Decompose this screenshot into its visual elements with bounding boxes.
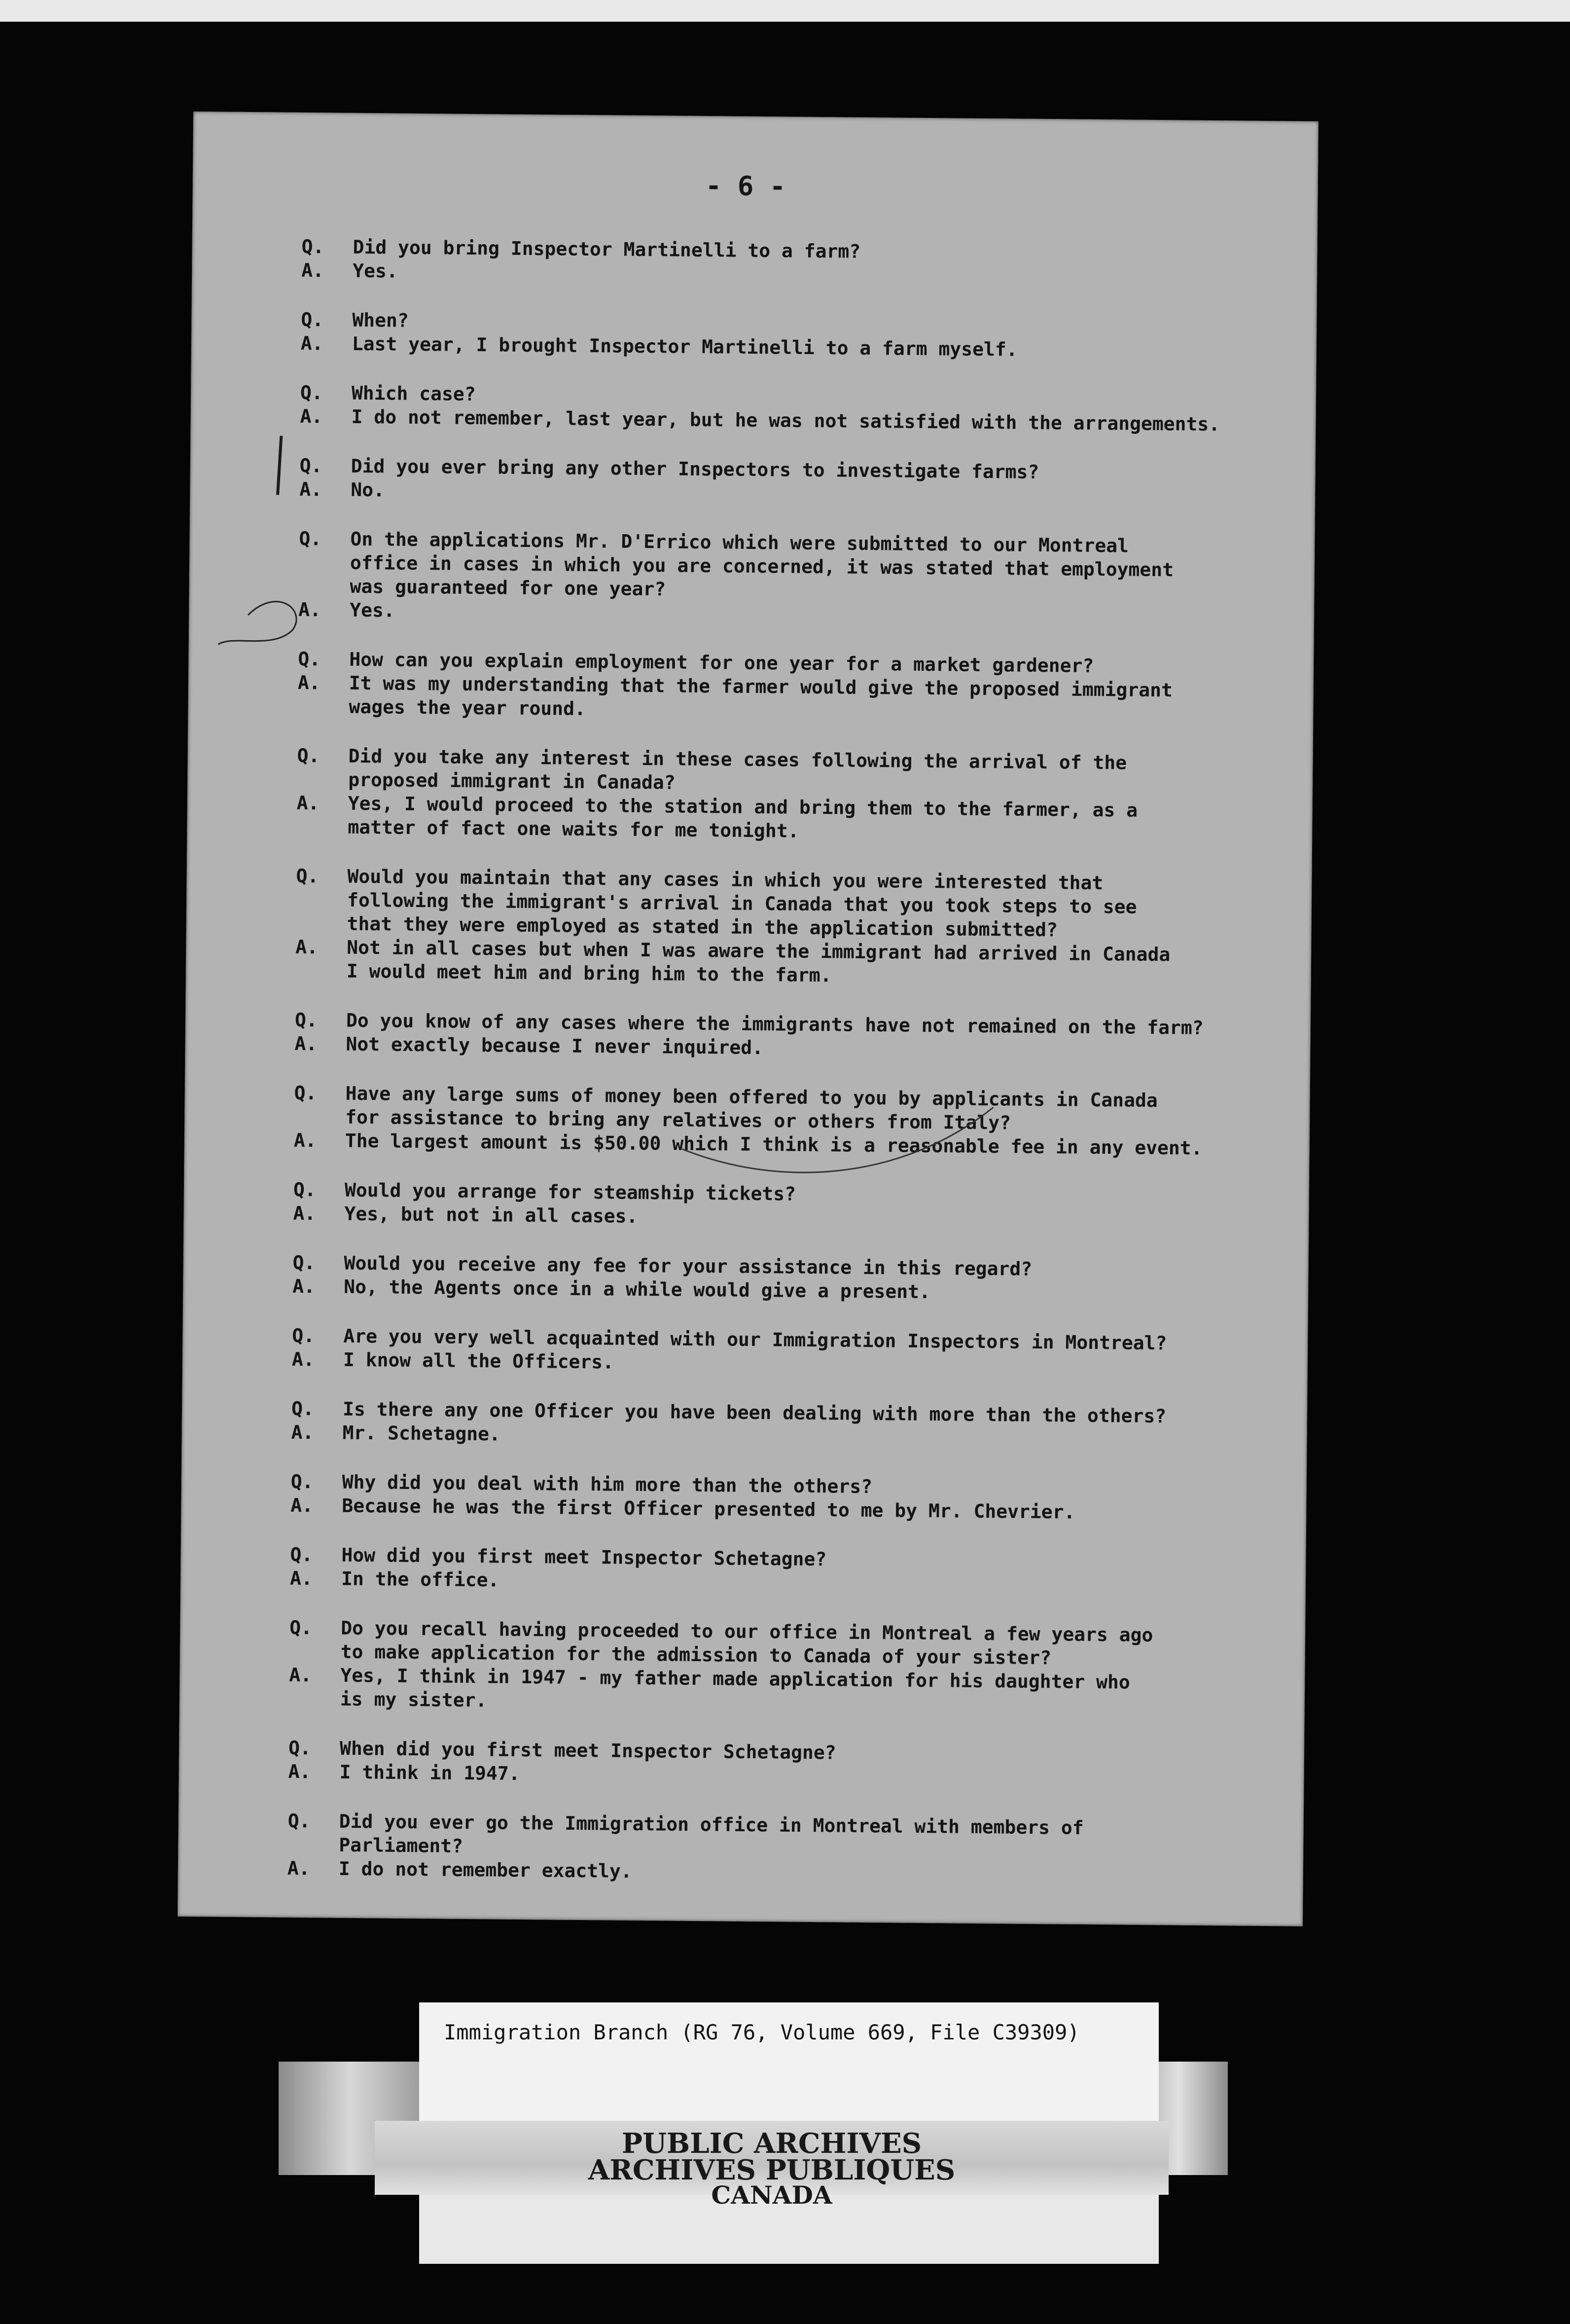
answer-text-line: Because he was the first Officer presented to me by Mr. Chevrier. — [342, 1494, 1075, 1523]
answer-text-line: In the office. — [341, 1567, 500, 1591]
answer-text-line: matter of fact one waits for me tonight. — [348, 816, 799, 842]
archive-label-text: Immigration Branch (RG 76, Volume 669, File C39309) — [444, 2020, 1080, 2044]
question-text-line: that they were employed as stated in the application submitted? — [347, 912, 1058, 941]
question-marker: Q. — [298, 648, 321, 670]
answer-text-line: I think in 1947. — [339, 1761, 520, 1784]
margin-mark — [276, 436, 283, 495]
answer-marker: A. — [290, 1494, 314, 1517]
question-text-line: How can you explain employment for one year for a market gardener? — [349, 648, 1094, 677]
question-text-line: Do you know of any cases where the immigrants have not remained on the farm? — [346, 1009, 1204, 1039]
answer-marker: A. — [293, 1129, 317, 1152]
question-marker: Q. — [300, 381, 323, 404]
answer-marker: A. — [287, 1857, 310, 1880]
answer-marker: A. — [294, 1032, 318, 1055]
question-text-line: Did you take any interest in these cases following the arrival of the — [348, 745, 1127, 774]
question-text-line: proposed immigrant in Canada? — [348, 768, 676, 794]
answer-text-line: It was my understanding that the farmer would give the proposed immigrant — [349, 672, 1173, 701]
question-text-line: was guaranteed for one year? — [350, 575, 666, 600]
answer-text-line: I know all the Officers. — [343, 1348, 614, 1373]
question-marker: Q. — [290, 1470, 314, 1493]
question-text-line: to make application for the admission to Canada of your sister? — [340, 1640, 1052, 1669]
answer-marker: A. — [291, 1348, 315, 1371]
question-text-line: Are you very well acquainted with our Immigration Inspectors in Montreal? — [343, 1325, 1167, 1354]
question-marker: Q. — [293, 1178, 316, 1201]
question-marker: Q. — [294, 1009, 318, 1031]
answer-marker: A. — [292, 1275, 316, 1298]
answer-text-line: wages the year round. — [349, 695, 586, 720]
answer-text-line: I do not remember, last year, but he was not satisfied with the arrangements. — [351, 405, 1220, 436]
stamp-line-2: ARCHIVES PUBLIQUES — [588, 2154, 956, 2186]
answer-text-line: is my sister. — [340, 1688, 487, 1711]
question-text-line: Did you ever bring any other Inspectors to investigate farms? — [351, 455, 1039, 483]
question-text-line: for assistance to bring any relatives or others from Italy? — [345, 1106, 1011, 1134]
question-text-line: Do you recall having proceeded to our office in Montreal a few years ago — [340, 1617, 1153, 1646]
answer-text-line: No. — [351, 478, 385, 501]
question-text-line: following the immigrant's arrival in Canada that you took steps to see — [347, 889, 1137, 918]
question-text-line: Parliament? — [339, 1834, 464, 1857]
question-text-line: Would you arrange for steamship tickets? — [344, 1179, 796, 1205]
answer-marker: A. — [298, 598, 321, 621]
answer-text-line: I would meet him and bring him to the farm. — [346, 960, 832, 986]
question-text-line: Why did you deal with him more than the others? — [342, 1471, 873, 1498]
answer-text-line: Mr. Schetagne. — [342, 1421, 501, 1445]
answer-text-line: I do not remember exactly. — [338, 1857, 632, 1882]
stamp-line-3: CANADA — [711, 2180, 832, 2210]
answer-text-line: Yes, but not in all cases. — [344, 1202, 638, 1227]
answer-marker: A. — [288, 1760, 311, 1783]
question-text-line: How did you first meet Inspector Schetagne? — [341, 1544, 827, 1570]
question-marker: Q. — [292, 1251, 316, 1274]
question-marker: Q. — [289, 1616, 313, 1639]
qa-transcript — [193, 111, 1319, 1882]
answer-text-line: Yes, I would proceed to the station and bring them to the farmer, as a — [348, 792, 1138, 821]
question-text-line: When? — [352, 309, 409, 331]
question-text-line: Which case? — [351, 382, 476, 405]
answer-marker: A. — [289, 1664, 312, 1686]
answer-marker: A. — [296, 792, 320, 814]
question-marker: Q. — [297, 744, 320, 767]
page-number: - 6 - — [705, 170, 786, 202]
answer-marker: A. — [297, 671, 321, 694]
question-marker: Q. — [288, 1737, 312, 1759]
answer-marker: A. — [299, 478, 322, 501]
answer-text-line: The largest amount is $50.00 which I think is a reasonable fee in any event. — [345, 1129, 1203, 1159]
stamp-line-1: PUBLIC ARCHIVES — [621, 2127, 922, 2160]
question-marker: Q. — [296, 865, 319, 887]
question-marker: Q. — [294, 1082, 317, 1104]
answer-marker: A. — [293, 1202, 316, 1225]
film-edge — [0, 0, 1570, 22]
archives-stamp — [375, 2121, 1169, 2210]
question-marker: Q. — [301, 308, 324, 331]
question-text-line: Did you bring Inspector Martinelli to a farm? — [353, 236, 861, 262]
question-marker: Q. — [299, 527, 322, 550]
answer-text-line: Yes. — [353, 259, 398, 282]
question-text-line: When did you first meet Inspector Schetagne? — [339, 1737, 836, 1764]
answer-marker: A. — [289, 1567, 313, 1590]
question-text-line: On the applications Mr. D'Errico which were submitted to our Montreal — [350, 528, 1129, 557]
question-text-line: Have any large sums of money been offered to you by applicants in Canada — [345, 1082, 1158, 1112]
question-text-line: Is there any one Officer you have been dealing with more than the others? — [342, 1398, 1167, 1427]
question-text-line: Did you ever go the Immigration office in Montreal with members of — [339, 1810, 1084, 1839]
answer-marker: A. — [300, 405, 323, 428]
question-marker: Q. — [291, 1397, 315, 1420]
document-page — [178, 111, 1319, 1926]
answer-text-line: Not in all cases but when I was aware the immigrant had arrived in Canada — [347, 936, 1171, 966]
answer-text-line: Yes, I think in 1947 - my father made application for his daughter who — [340, 1664, 1130, 1693]
question-text-line: Would you maintain that any cases in which you were interested that — [347, 865, 1104, 894]
answer-marker: A. — [300, 332, 323, 355]
question-marker: Q. — [301, 235, 324, 258]
answer-text-line: Yes. — [349, 599, 395, 621]
answer-text-line: Last year, I brought Inspector Martinelli to a farm myself. — [352, 332, 1018, 361]
answer-marker: A. — [291, 1421, 314, 1444]
question-marker: Q. — [299, 454, 322, 477]
answer-text-line: Not exactly because I never inquired. — [346, 1033, 764, 1059]
answer-marker: A. — [295, 936, 319, 958]
question-marker: Q. — [287, 1810, 311, 1832]
question-marker: Q. — [290, 1543, 313, 1566]
question-text-line: Would you receive any fee for your assistance in this regard? — [344, 1252, 1033, 1280]
answer-marker: A. — [301, 259, 324, 282]
answer-text-line: No, the Agents once in a while would give a present. — [344, 1275, 931, 1303]
question-marker: Q. — [292, 1324, 315, 1347]
question-text-line: office in cases in which you are concerned, it was stated that employment — [350, 551, 1174, 581]
archive-label — [419, 2002, 1159, 2121]
